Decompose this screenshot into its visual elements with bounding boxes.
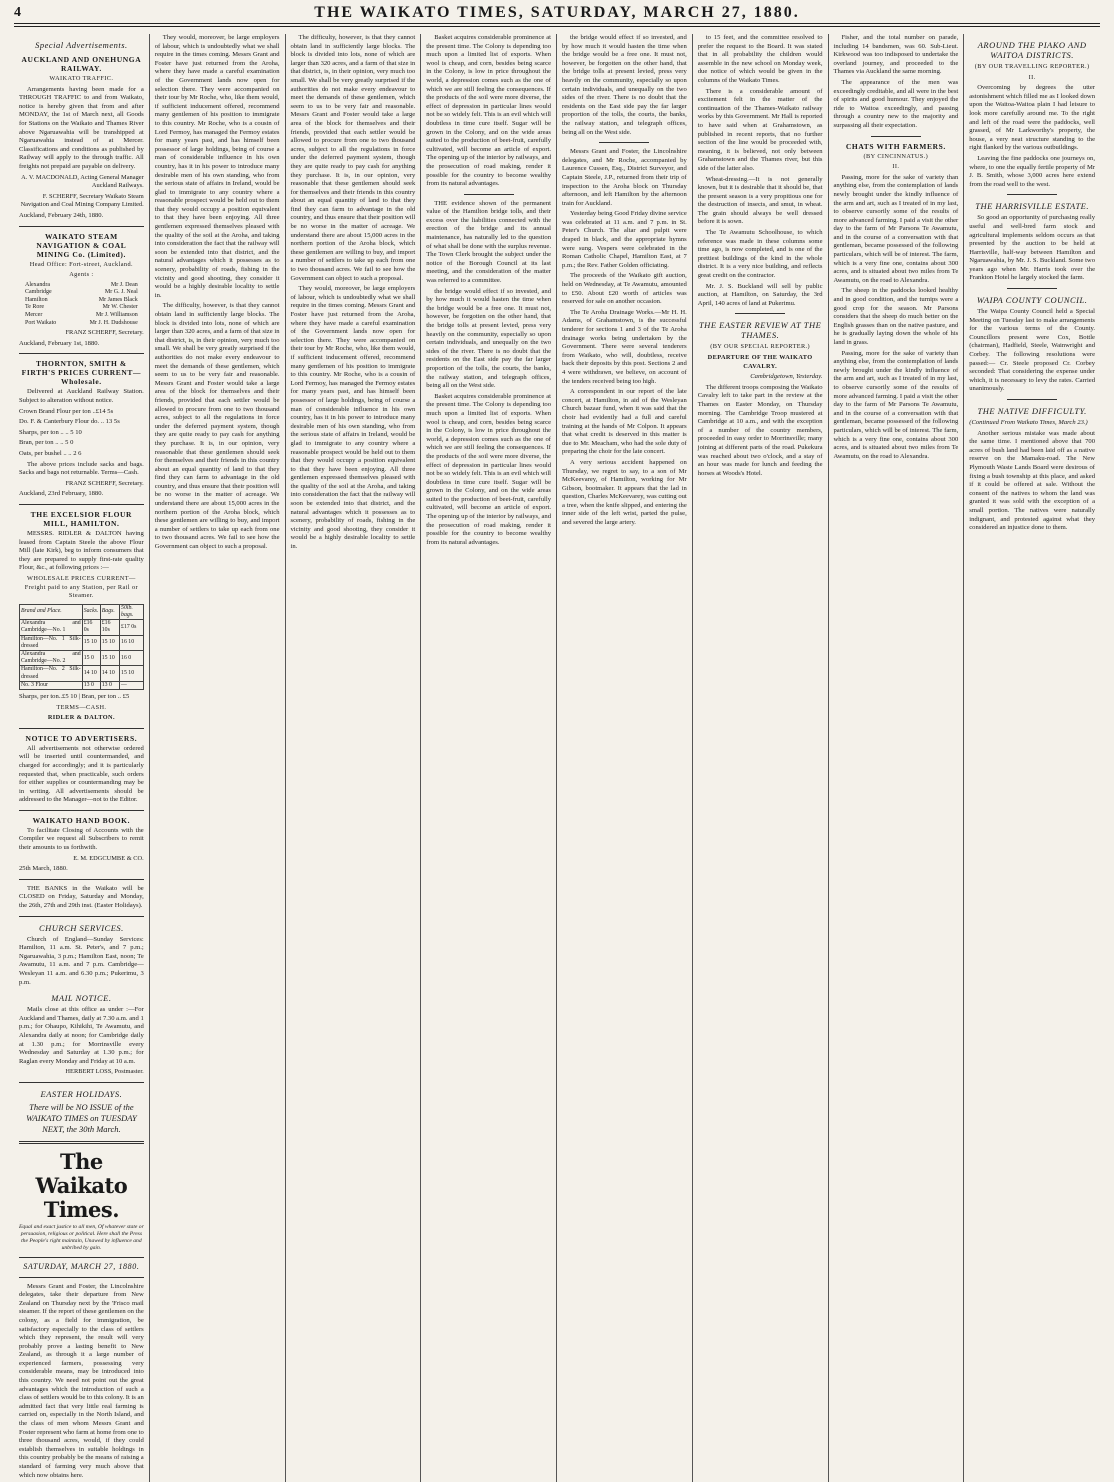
table-row: Hamilton—No. 2 Silk-dressed 14 10 14 10 15 10 xyxy=(20,666,144,681)
easter-review-subtitle: DEPARTURE OF THE WAIKATO CAVALRY. xyxy=(707,354,813,370)
thornton-ad-title: THORNTON, SMITH & FIRTH'S PRICES CURRENT—Wholesale. xyxy=(21,359,142,387)
divider xyxy=(1007,399,1057,400)
thornton-price-line: Oats, per bushel .. .. 2 6 xyxy=(19,450,82,457)
thornton-price-line: Do. F. & Canterbury Flour do. .. 13 5s xyxy=(19,418,120,426)
school-news: to 15 feet, and the committee resolved to prefer the request to the Board. It was stated that in all probability the children would assemble in the new school on Monday week, due notice of which would be given in the columns of the Waikato Times. xyxy=(697,34,823,84)
lead-article-part-3: The difficulty, however, is that they cannot obtain land in sufficiently large blocks. The block is divided into lots, none of which are larger than 320 acres, and a farm of that size in that district, is, in their opinion, very much too small. We shall be very greatly surprised if the authorities do not make every endeavour to meet the demands of these gentlemen, which seem to us to be very fair and reasonable. Messrs Grant and Foster would take a large area of the block for themselves and their friends, provided that each settler would be allowed to procure from one to two thousand acres, subject to all the regulations in force under the deferred payment system, though they are quite ready to pay cash for anything they purchase. It is, in our opinion, very reasonable that these gentlemen should seek for themselves and their friends in this country about an equal quantity of land to that they find they can farm to advantage in the old country, and thus ensure that their position will be no worse in the matter of acreage. We understand there are about 15,000 acres in the northern portion of the Aroha block, which these gentlemen are willing to buy, and import a number of settlers to take up each from one to two thousand acres. We fail to see how the Government can object to such a proposal. xyxy=(290,34,416,282)
waipa-council-body: The Waipa County Council held a Special Meeting on Tuesday last to make arrangements for the various terms of the County. Councillors present were Cox, Bottle (chairman), Hadfield, Steele, Wainwright and Corbey. The following resolutions were passed:— Cr. Steele proposed Cr. Corbey seconded: That considering the expense under which, it is necessary to levy the rates. Carried unanimously. xyxy=(969,308,1095,393)
mail-notice-title: MAIL NOTICE. xyxy=(51,993,112,1004)
railway-ad-title: AUCKLAND AND ONEHUNGA RAILWAY. xyxy=(21,55,142,73)
banks-notice: THE BANKS in the Waikato will be CLOSED on Friday, Saturday and Monday, the 26th, 27th and 29th inst. (Easter Holidays). xyxy=(19,884,144,910)
chats-farmers-byline: (BY CINCINNATUS.) xyxy=(863,152,929,160)
steam-ad-title: WAIKATO STEAM NAVIGATION & COAL MINING Co. (Limited). xyxy=(36,231,127,259)
steam-ad-office: Head Office: Fort-street, Auckland. xyxy=(29,260,133,268)
steam-ad-signature: FRANZ SCHERFF, Secretary. xyxy=(65,329,144,337)
piako-article-byline: (BY OUR TRAVELLING REPORTER.) xyxy=(974,63,1090,70)
divider xyxy=(19,504,144,505)
lead-article-part-1: Messrs Grant and Foster, the Lincolnshire delegates, take their departure from New Zealand on Thursday next by the 'Frisco mail steamer. If the report of these gentlemen on the colony, as a field for immigration, be satisfactory especially to the class of settlers which they represent, the result will very probably prove a lasting benefit to New Zealand, as through it a large number of experienced farmers, possessing very considerable means, may be introduced into this country. We need not point out the great advantages which the introduction of such a class of settlers would be to this colony. It is an admitted fact that very little real farming is carried on, especially in the North Island, and the class of men whom Messrs Grant and Foster represent who farm at home from one to three thousand acres, would, if they could establish themselves in suitable holdings in this country probably be the means of raising a standard of farming very much above that which now obtains here. xyxy=(19,1282,144,1479)
railway-ad-signature-1: A. V. MACDONALD, Acting General Manager Auckland Railways. xyxy=(21,173,144,190)
handbook-body: To facilitate Closing of Accounts with the Compiler we request all Subscribers to remit their amounts to us forthwith. xyxy=(19,826,144,852)
piako-article-body: Overcoming by degrees the utter astonishment which filled me as I looked down upon the Waitoa-Waitoa plain I had leisure to look more carefully around me. To the right and left of the road were the paddocks, well grassed, of Mr Larkworthy's property, the house, a very neat structure standing to the right flanked by the various outbuildings. xyxy=(969,84,1095,152)
divider xyxy=(19,810,144,811)
divider xyxy=(1007,194,1057,195)
divider xyxy=(735,313,785,314)
special-ads-heading: Special Advertisements. xyxy=(35,40,128,50)
divider xyxy=(19,1257,144,1258)
thornton-ad-signature: FRANZ SCHERFF, Secretary. xyxy=(65,479,144,487)
waipa-council-title: WAIPA COUNTY COUNCIL. xyxy=(976,295,1088,306)
easter-holidays-title: EASTER HOLIDAYS. xyxy=(40,1088,123,1099)
paper-nameplate: The Waikato Times. xyxy=(35,1148,128,1222)
chats-farmers-body: Passing, more for the sake of variety than anything else, from the contemplation of lands newly brought under the kindly influence of the arm and art, such as I treated of in my last, to observe cursorily some of the results of more advanced farming. I paid a visit the other day to the farm of Mr Parsons Te Awamutu, and in the course of a conversation with that gentleman, became possessed of the following particulars, which will be of interest. The farm, which is a very fine one, contains about 300 acres, and is situated about two miles from Te Awamutu, on the road to Alexandra. xyxy=(833,173,959,284)
local-news-gift-auction: The proceeds of the Waikato gift auction, held on Wednesday, at Te Awamutu, amounted to £50. About £20 worth of articles was reserved for sale on another occasion. xyxy=(562,272,687,306)
price-table-header: Sacks. xyxy=(82,604,100,619)
agents-list xyxy=(25,282,138,328)
thornton-ad-foot: The above prices include sacks and bags. Sacks and bags not returnable. Terms—Cash. xyxy=(19,460,144,477)
railway-ad-date: Auckland, February 24th, 1880. xyxy=(19,211,104,219)
steam-ad-date: Auckland, February 1st, 1880. xyxy=(19,339,100,347)
railway-ad-subtitle: WAIKATO TRAFFIC. xyxy=(49,75,114,82)
advertisers-notice-title: NOTICE TO ADVERTISERS. xyxy=(25,733,138,743)
paper-motto: Equal and exact justice to all men, Of whatever state or persuasion, religious or political. Here shall the Press the People's right maintain, Unawed by influence and unbribed by gain. xyxy=(19,1223,144,1251)
table-row: Alexandra and Cambridge—No. 2 15 0 15 10 16 0 xyxy=(20,650,144,665)
terms-label: TERMS—CASH. xyxy=(56,703,107,711)
masthead-rule xyxy=(14,26,1100,27)
excelsior-ad-title: THE EXCELSIOR FLOUR MILL, HAMILTON. xyxy=(30,509,133,528)
easter-review-body: The different troops composing the Waikato Cavalry left to take part in the review at the Thames on Easter Monday, on Thursday morning. The Cambridge Troop mustered at Cambridge at 10 a.m., and with the exception of a number of the country members, proceeded in easy order to Morrinsville; many joining at different parts of the road. Pukekura was reached about two o'clock, and a stay of an hour was made for lunch and feeding the horses at Woods's Hotel. xyxy=(697,383,823,477)
harrisville-body: So good an opportunity of purchasing really useful and well-bred farm stock and agricultural implements seldom occurs as that presented by the auction to be held at Harrisville, half-way between Hamilton and Ngaruawahia, by Mr. J. S. Buckland. Some two years ago when Mr. Harris took over the Frankton Hotel he largely stocked the farm. xyxy=(969,214,1095,282)
agent-row: Hamilton Mr James Black xyxy=(25,296,138,303)
railway-ad-body: Arrangements having been made for a THROUGH TRAFFIC to and from Waikato, notice is hereby given that from and after MONDAY, the 1st of March next, all Goods for Stations on the Waikato and Thames River above Ngaruawahia will be transhipped at Ngaruawahia instead of at Mercer. Classifications and conditions as published by Railway will apply to the through traffic. All freights not prepaid are payable on delivery. xyxy=(19,85,144,170)
native-difficulty-title: THE NATIVE DIFFICULTY. xyxy=(977,406,1087,416)
column-6 xyxy=(693,34,829,1482)
church-services-body: Church of England—Sunday Services: Hamilton, 11 a.m. St. Peter's, and 7 p.m.; Ngaruawahia, 3 p.m.; Hamilton East, noon; Te Awamutu, 11 a.m. and 7 p.m. Cambridge—Wesleyan 11 a.m. and 6.30 p.m.; Pukerimu, 3 p.m. xyxy=(19,935,144,986)
divider xyxy=(1007,288,1057,289)
divider xyxy=(19,728,144,729)
column-4 xyxy=(421,34,557,1482)
column-8 xyxy=(964,34,1100,1482)
lead-article-part-4: Basket acquires considerable prominence at the present time. The Colony is depending too much upon a limited list of exports. When wool is cheap, and corn, besides being scarce in the Colony, is low in price throughout the world, a depression comes such as the one of which we are still feeling the consequences. If the products of the soil were more diverse, the effect of depression in particular lines would not be so widely felt. This is an evil which will doubtless in time cure itself. Sugar will be grown in the Colony, and on the wide areas suited to the production of beet-fruit, carefully cultivated, will become an article of export. The opening up of the interior by railways, and the prosecution of road making, render it possible for the country to become wealthy from its natural advantages. xyxy=(426,34,551,188)
divider xyxy=(19,1277,144,1278)
divider xyxy=(19,916,144,917)
piako-article-body-2: Leaving the fine paddocks one journeys on, where, to one the equally fertile property of Mr J. B. Smith, whose 3,000 acres here extend from the road well to the west. xyxy=(969,154,1095,188)
thornton-ad-body: Delivered at Auckland Railway Station. Subject to alteration without notice. xyxy=(19,388,144,405)
excelsior-ad-subtitle: WHOLESALE PRICES CURRENT— Freight paid to any Station, per Rail or Steamer. xyxy=(24,574,138,600)
mail-notice-body: Mails close at this office as under :—For Auckland and Thames, daily at 7.30 a.m. and 1 p.m.; for Ohaupo, Kihikihi, Te Awamutu, and Alexandra daily at noon; for Cambridge daily at 1.30 p.m.; for Morrinsville every Wednesday and Saturday at 1.30 p.m.; for Raglan every Monday and Friday at 10 a.m. xyxy=(19,1006,144,1065)
price-foot: Sharps, per ton..£5 10 | Bran, per ton .. £5 xyxy=(19,692,130,700)
price-table xyxy=(19,604,144,690)
bridge-tolls-article-cont-2: Basket acquires considerable prominence at the present time. The Colony is depending too much upon a limited list of exports. When wool is cheap, and corn, besides being scarce in the Colony, is low in price throughout the world, a depression comes such as the one of which we are still feeling the consequences. If the products of the soil were more diverse, the effect of depression in particular lines would not be so widely felt. This is an evil which will doubtless in time cure itself. Sugar will be grown in the Colony, and on the wide areas suited to the production of beet-fruit, carefully cultivated, will become an article of export. The opening up of the interior by railways, and the prosecution of road making, render it possible for the country to become wealthy from its natural advantages. xyxy=(426,392,551,546)
price-table-header: Bags. xyxy=(100,604,119,619)
handbook-signature: E. M. EDGCUMBE & CO. xyxy=(73,854,144,862)
masthead xyxy=(14,2,1100,24)
handbook-title: WAIKATO HAND BOOK. xyxy=(32,815,131,825)
easter-review-title: THE EASTER REVIEW AT THE THAMES. xyxy=(698,320,822,341)
railway-news: There is a considerable amount of excitement felt in the matter of the continuation of the Thames-Waikato railway works by this Government. Mr Hall is reported to have said when at Grahamstown, as published in recent reports, that no further section of the line would be proceeded with, meaning, it is believed, not only between Grahamstown and the Thames river, but this side of the latter also. xyxy=(697,87,823,172)
agent-row: Mercer Mr J. Williamson xyxy=(25,312,138,319)
lead-article-part-2: They would, moreover, be large employers of labour, which is undoubtedly what we shall require in the times coming. Messrs Grant and Foster have just returned from the Aroha, where they have made a careful examination of the Government lands now open for selection there. They were accompanied on their tour by Mr Roche, who, like them would, if sufficient inducement offered, recommend many gentlemen of his position to immigrate to this country. Mr Roche, who is a cousin of Lord Fermoy, has managed the Fermoy estates for many years past, and has himself been possessor of large holdings, being of course a man of considerable influence in his own country, has it in his power to introduce many desirable men of his own standing, who from the serious state of affairs in Ireland, would be glad to immigrate to any country where a reasonable prospect would be held out to them that they would occupy a position equivalent to that they have been enjoying. All three gentlemen expressed themselves pleased with the quality of the soil at the Aroha, and taking into consideration the fact that the railway will soon be extended into that district, and the natural advantages which it possesses as to scenery, probability of roads, fishing in the vicinity and good shooting, they consider it would be a highly desirable locality to settle in. xyxy=(154,34,280,299)
railway-ad-signature-2: F. SCHERFF, Secretary Waikato Steam Navigation and Coal Mining Company Limited. xyxy=(20,192,144,209)
harrisville-title: THE HARRISVILLE ESTATE. xyxy=(975,201,1089,212)
column-1 xyxy=(14,34,150,1482)
native-difficulty-subtitle: (Continued From Waikato Times, March 23.) xyxy=(969,419,1088,426)
excelsior-signature: RIDLER & DALTON. xyxy=(47,714,115,722)
column-2 xyxy=(150,34,286,1482)
handbook-date: 25th March, 1880. xyxy=(19,865,68,873)
agent-row: Cambridge Mr G. J. Neal xyxy=(25,289,138,296)
table-row: Alexandra and Cambridge—No. 1 £16 0s £16 10s £17 0s xyxy=(20,620,144,635)
excelsior-ad-body: MESSRS. RIDLER & DALTON having leased from Captain Steele the above Flour Mill (late Kirk), beg to inform consumers that they are prepared to supply first-rate quality Flour, &c., at following prices :— xyxy=(19,529,144,572)
thornton-price-line: Sharps, per ton .. .. 5 10 xyxy=(19,428,82,436)
column-5 xyxy=(557,34,693,1482)
column-7 xyxy=(829,34,965,1482)
easter-review-cont-2: The appearance of the men was exceedingly creditable, and all were in the best of spirits and good humour. They enjoyed the ride to Waitoa exceedingly, and passing through a country new to the majority and surpassing all their expectation. xyxy=(833,78,959,129)
editorial-dateline: SATURDAY, MARCH 27, 1880. xyxy=(23,1261,140,1271)
divider xyxy=(464,194,514,195)
chats-farmers-body-2: The sheep in the paddocks looked healthy and in good condition, and the turnips were a good crop for the season. Mr Parsons considers that the sheep do much better on the English grasses than on the native pasture, and he is gradually laying down the whole of his land in grass. xyxy=(833,287,959,346)
local-news-accident: A very serious accident happened on Thursday, we regret to say, to a son of Mr McKeevarey, of Hamilton, working for Mr Gibson, bootmaker. It appears that the lad in question, Charles McKeevarey, was cutting out a tree, when the knife slipped, and entering the inner side of the left wrist, parted the pulse, and severed the large artery. xyxy=(562,458,687,527)
church-services-title: CHURCH SERVICES. xyxy=(38,922,124,933)
newspaper-title: THE WAIKATO TIMES, SATURDAY, MARCH 27, 1880. xyxy=(314,3,800,21)
chats-farmers-number: II. xyxy=(892,163,900,171)
divider xyxy=(19,1082,144,1083)
local-news-drainage: The Te Aroha Drainage Works.—Mr H. H. Adams, of Grahamstown, is the successful tenderer for sections 1 and 3 of the Te Aroha drainage works being undertaken by the Government. There were several tenderers from Waikato, who will, doubtless, receive back their deposits by this post. Sections 2 and 4 were withdrawn, we believe, on account of the tenders received being too high. xyxy=(562,308,687,385)
local-news-concert: A correspondent in our report of the late concert, at Hamilton, in aid of the Wesleyan Church bazaar fund, when it was said that the choir had evidently had a full and careful training at the hands of Mr Colpon. It appears that what credit is deserved in this matter is due to Mr. Meacham, who had the sole duty of preparing the choir for the late concert. xyxy=(562,388,687,456)
easter-review-byline: (BY OUR SPECIAL REPORTER.) xyxy=(710,343,811,351)
thornton-price-line: Crown Brand Flour per ton ..£14 5s xyxy=(19,407,114,415)
agent-row: Te Rore Mr W. Chester xyxy=(25,304,138,311)
wheat-dressing-news: Wheat-dressing.—It is not generally known, but it is desirable that it should be, that the present season is a very propitious one for the destruction of insects, and smut, in wheat. The grain should always be well dressed before it is sown. xyxy=(697,175,823,226)
thornton-price-line: Bran, per ton .. .. 5 0 xyxy=(19,439,74,447)
bridge-tolls-article: THE evidence shown of the permanent value of the Hamilton bridge tolls, and their excess over the liabilities connected with the erection of the bridge and its annual maintenance, has naturally led to the question of what shall be done with the surplus revenue. The Town Clerk brought the subject under the notice of the Borough Council at its last meeting, and the consideration of the matter was referred to a committee. xyxy=(426,199,551,285)
divider xyxy=(19,226,144,227)
steam-ad-agents-label: Agents : xyxy=(69,271,94,279)
chats-farmers-body-3: Passing, more for the sake of variety than anything else, from the contemplation of lands newly brought under the kindly influence of the arm and art, such as I treated of in my last, to observe cursorily some of the results of more advanced farming. I paid a visit the other day to the farm of Mr Parsons Te Awamutu, and in the course of a conversation with that gentleman, became possessed of the following particulars, which will be of interest. The farm, which is a very fine one, contains about 300 acres, and is situated about two miles from Te Awamutu, on the road to Alexandra. xyxy=(833,349,959,460)
table-row: No. 3 Flour 13 0 13 0 — xyxy=(20,681,144,689)
price-table-header: 50lb. bags. xyxy=(120,604,144,619)
lead-article-part-2-cont: The difficulty, however, is that they cannot obtain land in sufficiently large blocks. The block is divided into lots, none of which are larger than 320 acres, and a farm of that size in that district, is, in their opinion, very much too small. We shall be very greatly surprised if the authorities do not make every endeavour to meet the demands of these gentlemen, which seem to us to be very fair and reasonable. Messrs Grant and Foster would take a large area of the block for themselves and their friends, provided that each settler would be allowed to procure from one to two thousand acres, subject to all the regulations in force under the deferred payment system, though they are quite ready to pay cash for anything they purchase. It is, in our opinion, very reasonable that these gentlemen should seek for themselves and their friends in this country about an equal quantity of land to that they find they can farm to advantage in the old country, and thus ensure that their position will be no worse in the matter of acreage. We understand there are about 15,000 acres in the northern portion of the Aroha block, which these gentlemen are willing to buy, and import a number of settlers to take up each from one to two thousand acres. We fail to see how the Government can object to such a proposal. xyxy=(154,302,280,551)
schoolhouse-news: The Te Awamutu Schoolhouse, to which reference was made in these columns some time ago, is now completed, and is one of the prettiest buildings of the kind in the whole district. It is a very nice building, and reflects great credit on the contractor. xyxy=(697,229,823,280)
divider xyxy=(19,1141,144,1144)
bridge-tolls-article-end: the bridge would effect if so invested, and by how much it would hasten the time when the bridge would be a free one. It must not, however, be forgotten on the other hand, that the bridge tolls at present levied, press very heavily on the community, especially so upon certain individuals, and unequally on the two sides of the river. There is no doubt that the residents on the East side pay the far larger proportion of the tolls, the courts, the banks, the railway station, and telegraph offices, being all on the West side. xyxy=(562,34,687,136)
agent-row: Alexandra Mr J. Dean xyxy=(25,281,138,288)
column-3 xyxy=(286,34,422,1482)
divider xyxy=(871,136,921,137)
piako-article-title: AROUND THE PIAKO AND WAITOA DISTRICTS. xyxy=(977,40,1087,60)
chats-farmers-title: CHATS WITH FARMERS. xyxy=(845,141,946,151)
price-table-header: Brand and Place. xyxy=(20,604,83,619)
easter-review-cont: Fisher, and the total number on parade, including 14 bandsmen, was 60. Sub-Lieut. Kirkwood was too indisposed to undertake the overland journey, and proceeded to the Thames via Auckland the same morning. xyxy=(833,34,959,76)
native-difficulty-body: Another serious mistake was made about the same time. I mentioned above that 700 acres of bush land had been laid off as a native reserve on the Mamaku-road. The New Plymouth Waste Lands Board were desirous of fixing a bush township at this place, and asked if it could be offered at sale. Without the consent of the natives to whom the land was granted it was sold with the exception of a small portion. The natives were naturally indignant, and protested against what they considered an injustice done to them. xyxy=(969,429,1095,532)
thornton-ad-date: Auckland, 23rd February, 1880. xyxy=(19,490,104,498)
easter-holidays-body: There will be NO ISSUE of the WAIKATO TIMES on TUESDAY NEXT, the 30th March. xyxy=(26,1101,137,1134)
agent-row: Port Waikato Mr J. H. Dudshouse xyxy=(25,319,138,326)
local-news-good-friday: Yesterday being Good Friday divine service was celebrated at 11 a.m. and 7 p.m. in St. Peter's Church. The altar and pulpit were draped in black, and the appropriate hymns were sung. Vespers were celebrated in the Roman Catholic Chapel, Hamilton East, at 7 p.m.; the Rev. Father Golden officiating. xyxy=(562,210,687,269)
table-row: Hamilton—No. 1 Silk-dressed 15 10 15 10 16 10 xyxy=(20,635,144,650)
page-number: 4 xyxy=(14,4,21,20)
bridge-tolls-article-cont: the bridge would effect if so invested, and by how much it would hasten the time when the bridge would be a free one. It must not, however, be forgotten on the other hand, that the bridge tolls at present levied, press very heavily on the community, especially so upon certain individuals, and unequally on the two sides of the river. There is no doubt that the residents on the East side pay the far larger proportion of the tolls, the courts, the banks, the railway station, and telegraph offices, being all on the West side. xyxy=(426,287,551,390)
advertisers-notice-body: All advertisements not otherwise ordered will be inserted until countermanded, and charged for accordingly; and it is particularly requested that, when practicable, such orders for either supplies or countermanding may be in writing. All advertisements should be addressed to the Manager—not to the Editor. xyxy=(19,744,144,804)
divider xyxy=(19,353,144,354)
page-columns xyxy=(14,34,1100,1479)
auction-news: Mr. J. S. Buckland will sell by public auction, at Hamilton, on Saturday, the 3rd April, 140 acres of land at Pukerimu. xyxy=(697,282,823,307)
mail-notice-signature: HERBERT LOSS, Postmaster. xyxy=(65,1068,144,1076)
easter-review-place: Cambridgetown, Yesterday. xyxy=(750,373,823,381)
piako-article-number: II. xyxy=(1028,73,1036,81)
lead-article-part-3-cont: They would, moreover, be large employers of labour, which is undoubtedly what we shall require in the times coming. Messrs Grant and Foster have just returned from the Aroha, where they have made a careful examination of the Government lands now open for selection there. They were accompanied on their tour by Mr Roche, who, like them would, if sufficient inducement offered, recommend many gentlemen of his position to immigrate to this country. Mr Roche, who is a cousin of Lord Fermoy, has managed the Fermoy estates for many years past, and has himself been possessor of large holdings, being of course a man of considerable influence in his own country, has it in his power to introduce many desirable men of his own standing, who from the serious state of affairs in Ireland, would be glad to immigrate to any country where a reasonable prospect would be held out to them that they would occupy a position equivalent to that they have been enjoying. All three gentlemen expressed themselves pleased with the quality of the soil at the Aroha, and taking into consideration the fact that the railway will soon be extended into that district, and the natural advantages which it possesses as to scenery, probability of roads, fishing in the vicinity and good shooting, they consider it would be a highly desirable locality to settle in. xyxy=(290,285,416,551)
local-news-delegates: Messrs Grant and Foster, the Lincolnshire delegates, and Mr Roche, accompanied by Laurence Cussen, Esq., District Surveyor, and Captain Steele, J.P., returned from their trip of inspection to the Aroha block on Thursday afternoon, and left Hamilton by the afternoon train for Auckland. xyxy=(562,148,687,207)
divider xyxy=(599,142,649,143)
divider xyxy=(19,879,144,880)
